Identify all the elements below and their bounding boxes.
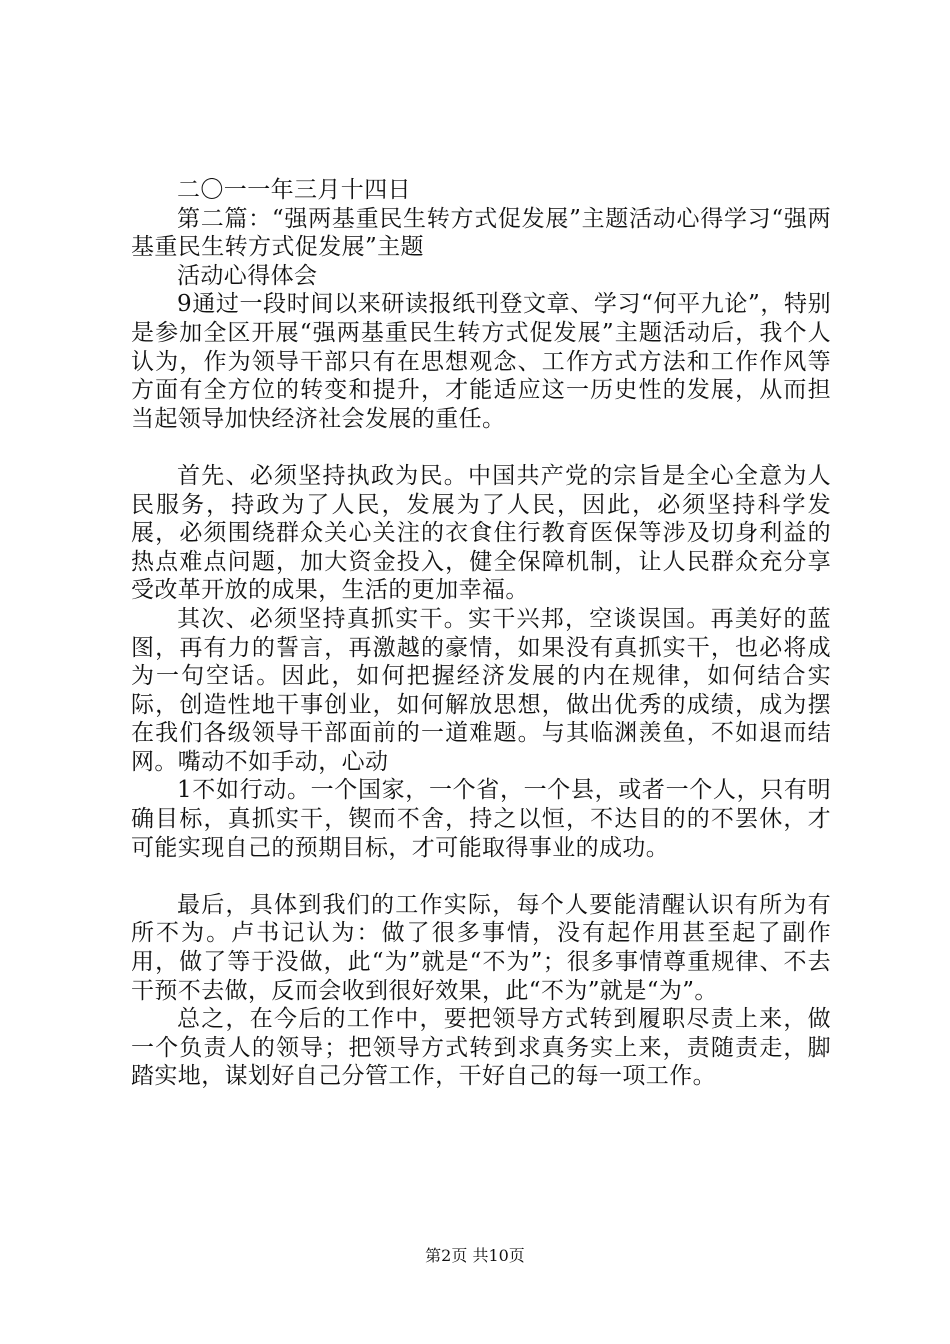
date-line: 二〇一一年三月十四日	[177, 177, 411, 203]
document-body	[131, 176, 831, 1091]
paragraph-conclusion: 总之，在今后的工作中，要把领导方式转到履职尽责上来，做一个负责人的领导；把领导方式转到求真务实上来，责随责走，脚踏实地，谋划好自己分管工作，干好自己的每一项工作。	[131, 1006, 831, 1090]
section-subtitle: 活动心得体会	[177, 262, 318, 289]
paragraph-last: 最后，具体到我们的工作实际，每个人要能清醒认识有所为有所不为。卢书记认为：做了很多事情，没有起作用甚至起了副作用，做了等于没做，此“为”就是“不为”；很多事情尊重规律、不去干预不去做，反而会收到很好效果，此“不为”就是“为”。	[131, 891, 831, 1004]
paragraph-second-continued: 1不如行动。一个国家，一个省，一个县，或者一个人，只有明确目标，真抓实干，锲而不舍，持之以恒，不达目的的不罢休，才可能实现自己的预期目标，才可能取得事业的成功。	[131, 777, 831, 861]
paragraph-first: 首先、必须坚持执政为民。中国共产党的宗旨是全心全意为人民服务，持政为了人民，发展为了人民，因此，必须坚持科学发展，必须围绕群众关心关注的衣食住行教育医保等涉及切身利益的热点难点问题，加大资金投入，健全保障机制，让人民群众充分享受改革开放的成果，生活的更加幸福。	[131, 462, 831, 604]
paragraph-intro: 9通过一段时间以来研读报纸刊登文章、学习“何平九论”，特别是参加全区开展“强两基重民生转方式促发展”主题活动后，我个人认为，作为领导干部只有在思想观念、工作方式方法和工作作风等方面有全方位的转变和提升，才能适应这一历史性的发展，从而担当起领导加快经济社会发展的重任。	[131, 291, 831, 432]
paragraph-second: 其次、必须坚持真抓实干。实干兴邦，空谈误国。再美好的蓝图，再有力的誓言，再激越的豪情，如果没有真抓实干，也必将成为一句空话。因此，如何把握经济发展的内在规律，如何结合实际，创造性地干事创业，如何解放思想，做出优秀的成绩，成为摆在我们各级领导干部面前的一道难题。与其临渊羡鱼，不如退而结网。嘴动不如手动，心动	[131, 605, 831, 775]
section-title: 第二篇：“强两基重民生转方式促发展”主题活动心得学习“强两基重民生转方式促发展”主题	[131, 205, 831, 261]
page-number-footer: 第2页 共10页	[425, 1246, 525, 1265]
